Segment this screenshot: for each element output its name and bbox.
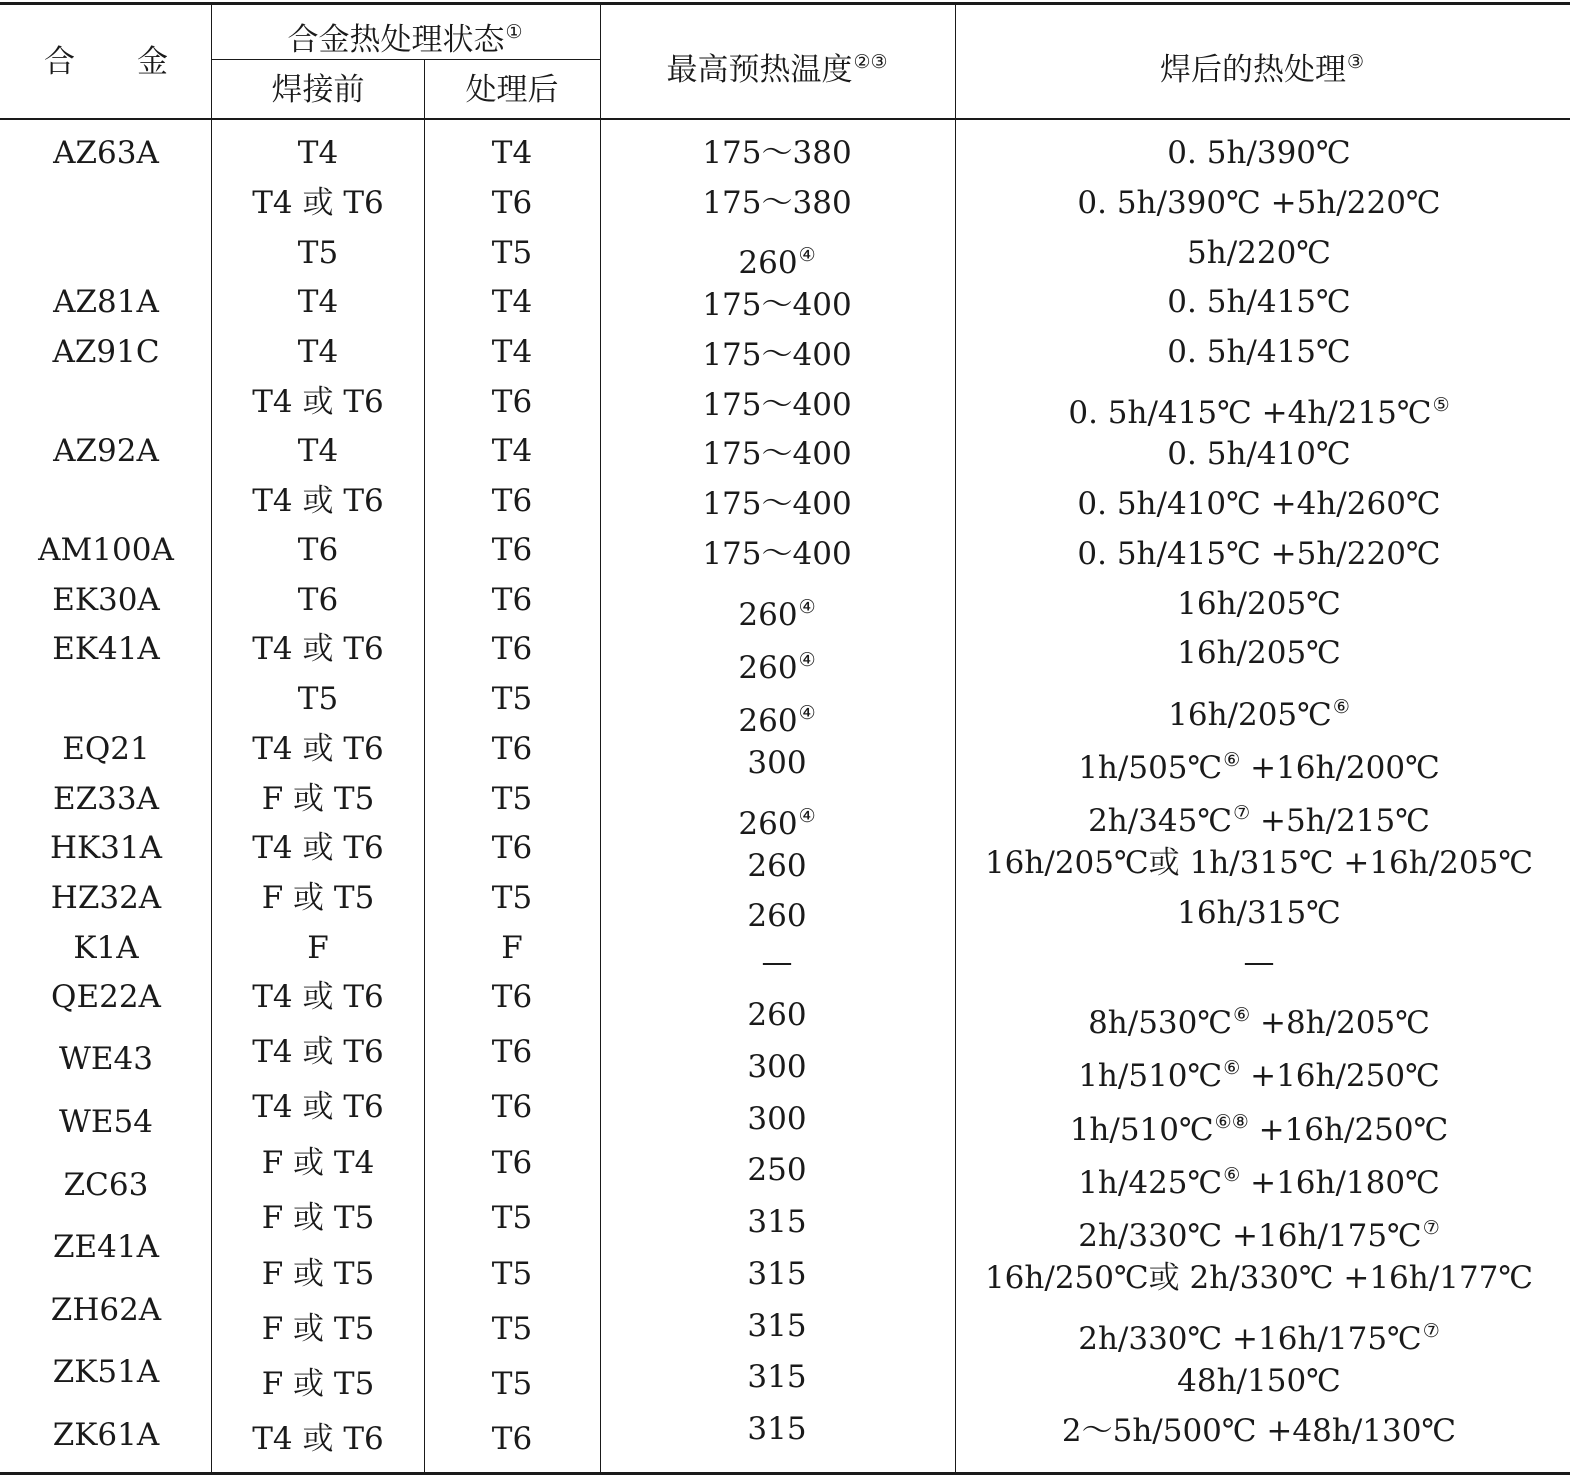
alloy-name: AZ63A [53,135,159,171]
postweld-treatment [1078,1157,1440,1201]
state-after-treatment: T5 [491,1200,533,1236]
footnote-mark: ⑥ [1223,749,1241,771]
state-before-weld: T4 或 T6 [252,979,384,1015]
postweld-treatment [1177,1363,1341,1399]
preheat-value: 260 [738,806,798,842]
postweld-treatment [1078,1210,1440,1254]
footnote-mark: ⑦ [1422,1217,1440,1239]
postweld-treatment [1078,1050,1440,1094]
preheat-value: 315 [747,1411,807,1447]
alloy-name: EZ33A [52,781,160,817]
max-preheat-temp [747,1101,806,1137]
postweld-value: 16h/205℃ [1177,635,1341,671]
state-before-weld: T4 或 T6 [252,631,384,667]
state-after-treatment: T5 [491,235,533,271]
postweld-value: 16h/205℃或 1h/315℃ +16h/205℃ [984,845,1534,881]
footnote-mark: ④ [798,596,816,618]
state-before-weld: T4 或 T6 [252,1421,384,1457]
state-after-treatment: T6 [491,185,533,221]
state-before-weld: T4 或 T6 [252,1034,384,1070]
max-preheat-temp [747,1411,806,1447]
postweld-value: 2h/330℃ +16h/175℃ [1078,1321,1422,1357]
preheat-value: 175～400 [702,387,852,423]
state-before-weld: F [307,930,329,966]
max-preheat-temp [747,1359,806,1395]
postweld-treatment [1187,235,1331,271]
state-before-weld: F 或 T5 [261,1256,375,1292]
postweld-treatment [1088,795,1430,839]
postweld-value: 48h/150℃ [1177,1363,1341,1399]
state-before-weld: T6 [297,582,339,618]
postweld-value-b: +16h/250℃ [1240,1058,1440,1094]
header-max-preheat: 最高预热温度②③ [666,51,888,88]
state-before-weld: F 或 T4 [261,1145,375,1181]
max-preheat-temp [702,185,851,221]
max-preheat-temp [738,798,815,842]
postweld-value: 16h/205℃ [1168,697,1332,733]
postweld-treatment [1167,334,1350,370]
header-alloy: 合 金 [44,44,168,80]
max-preheat-temp [702,337,851,373]
preheat-value: 300 [747,1101,807,1137]
postweld-value: 16h/315℃ [1177,895,1341,931]
max-preheat-temp [702,436,851,472]
state-after-treatment: T4 [491,284,533,320]
preheat-value: 300 [747,745,807,781]
max-preheat-temp [747,1308,806,1344]
postweld-value: 2～5h/500℃ +48h/130℃ [1061,1413,1457,1449]
max-preheat-temp [762,944,793,980]
alloy-name: AZ92A [53,433,159,469]
postweld-treatment [1077,536,1440,572]
preheat-value: 175～400 [702,486,852,522]
footnote-mark: ⑥ [1332,696,1350,718]
max-preheat-temp [702,486,851,522]
max-preheat-temp [738,695,815,739]
state-after-treatment: T5 [491,781,533,817]
preheat-value: 175～380 [702,185,852,221]
footnote-mark: ④ [798,805,816,827]
postweld-treatment [1078,742,1440,786]
header-after-treatment: 处理后 [465,72,559,108]
max-preheat-temp [747,1049,806,1085]
postweld-value: 0. 5h/415℃ [1167,284,1351,320]
max-preheat-temp [738,642,815,686]
state-before-weld: T4 或 T6 [252,731,384,767]
preheat-value: 250 [747,1152,807,1188]
max-preheat-temp [747,1204,806,1240]
postweld-treatment [1244,944,1275,980]
postweld-treatment [1177,635,1341,671]
alloy-name: WE43 [59,1041,153,1077]
preheat-value: — [761,944,793,980]
state-before-weld: F 或 T5 [261,781,375,817]
postweld-treatment [1167,284,1350,320]
state-before-weld: T5 [297,235,339,271]
postweld-value-b: +8h/205℃ [1250,1005,1430,1041]
state-after-treatment: T5 [491,1256,533,1292]
alloy-name: EK41A [52,631,160,667]
state-after-treatment: T4 [491,433,533,469]
state-before-weld: T4 或 T6 [252,483,384,519]
state-before-weld: T4 或 T6 [252,1089,384,1125]
state-after-treatment: T4 [491,334,533,370]
state-after-treatment: T5 [491,880,533,916]
footnote-mark: ④ [798,649,816,671]
state-after-treatment: T6 [491,483,533,519]
state-after-treatment: T6 [491,1034,533,1070]
state-before-weld: T4 [297,284,339,320]
postweld-value: 16h/205℃ [1177,586,1341,622]
state-before-weld: T4 或 T6 [252,830,384,866]
alloy-name: AM100A [38,532,174,568]
state-after-treatment: T6 [491,979,533,1015]
preheat-value: 260 [747,848,807,884]
postweld-value-b: +16h/200℃ [1240,750,1440,786]
footnote-mark: ④ [798,244,816,266]
postweld-value-a: 2h/345℃ [1088,803,1233,839]
footnote-mark: ③ [1346,51,1365,73]
preheat-value: 175～400 [702,287,852,323]
alloy-name: QE22A [51,979,161,1015]
state-after-treatment: T6 [491,1089,533,1125]
footnote-mark: ⑥⑧ [1214,1111,1249,1133]
top-rule [0,2,1570,5]
postweld-treatment [1177,586,1341,622]
postweld-treatment [1077,185,1440,221]
postweld-value-a: 1h/510℃ [1069,1112,1214,1148]
postweld-treatment [1078,1313,1440,1357]
alloy-name: WE54 [59,1104,153,1140]
alloy-name: EK30A [52,582,160,618]
col-divider-4 [955,2,956,1473]
state-before-weld: T4 [297,433,339,469]
alloy-name: ZH62A [50,1292,162,1328]
footnote-mark: ②③ [853,51,888,73]
header-postweld-treatment: 焊后的热处理③ [1159,51,1365,88]
state-after-treatment: T6 [491,830,533,866]
postweld-value: 0. 5h/410℃ [1167,436,1351,472]
postweld-value: 0. 5h/410℃ +4h/260℃ [1077,486,1441,522]
postweld-value-a: 1h/425℃ [1078,1165,1223,1201]
preheat-value: 175～400 [702,536,852,572]
footnote-mark: ⑦ [1233,802,1251,824]
postweld-value-b: +5h/215℃ [1250,803,1430,839]
state-after-treatment: T5 [491,1311,533,1347]
postweld-value: 5h/220℃ [1187,235,1331,271]
alloy-name: AZ91C [52,334,160,370]
footnote-mark: ④ [798,702,816,724]
header-state-group: 合金热处理状态① [287,21,523,58]
footnote-mark: ⑥ [1223,1057,1241,1079]
state-before-weld: T6 [297,532,339,568]
postweld-value: — [1243,944,1275,980]
state-before-weld: T5 [297,681,339,717]
preheat-value: 260 [738,245,798,281]
state-before-weld: T4 [297,334,339,370]
max-preheat-temp [702,287,851,323]
postweld-treatment [1070,1104,1449,1148]
col-divider-1 [211,2,212,1473]
postweld-value: 0. 5h/390℃ +5h/220℃ [1077,185,1441,221]
postweld-value: 2h/330℃ +16h/175℃ [1078,1218,1422,1254]
state-before-weld: F 或 T5 [261,1366,375,1402]
alloy-name: EQ21 [62,731,150,767]
postweld-value-a: 1h/510℃ [1078,1058,1223,1094]
footnote-mark: ⑦ [1422,1320,1440,1342]
max-preheat-temp [747,1256,806,1292]
header-before-weld: 焊接前 [271,72,365,108]
preheat-value: 260 [738,597,798,633]
preheat-value: 315 [747,1256,807,1292]
max-preheat-temp [747,745,806,781]
alloy-name: ZK61A [52,1417,160,1453]
preheat-value: 175～400 [702,337,852,373]
state-after-treatment: T6 [491,532,533,568]
preheat-value: 260 [747,997,807,1033]
state-after-treatment: T6 [491,1421,533,1457]
postweld-treatment [985,845,1533,881]
max-preheat-temp [738,237,815,281]
state-before-weld: T4 或 T6 [252,185,384,221]
preheat-value: 260 [738,650,798,686]
state-after-treatment: T6 [491,631,533,667]
max-preheat-temp [738,589,815,633]
max-preheat-temp [702,536,851,572]
postweld-treatment [985,1260,1533,1296]
alloy-name: AZ81A [53,284,159,320]
max-preheat-temp [702,135,851,171]
footnote-mark: ① [505,21,523,43]
postweld-value: 0. 5h/390℃ [1167,135,1351,171]
group-underline [212,59,600,60]
state-after-treatment: T5 [491,1366,533,1402]
alloy-name: ZK51A [52,1354,160,1390]
preheat-value: 175～400 [702,436,852,472]
state-after-treatment: T6 [491,1145,533,1181]
alloy-name: ZC63 [63,1167,149,1203]
postweld-treatment [1167,135,1350,171]
state-before-weld: F 或 T5 [261,1200,375,1236]
state-after-treatment: T6 [491,582,533,618]
postweld-treatment [1167,436,1350,472]
postweld-treatment [1068,387,1449,431]
state-after-treatment: T4 [491,135,533,171]
postweld-value: 16h/250℃或 2h/330℃ +16h/177℃ [984,1260,1534,1296]
preheat-value: 175～380 [702,135,852,171]
bottom-rule [0,1472,1570,1475]
preheat-value: 260 [747,898,807,934]
postweld-treatment [1062,1413,1456,1449]
state-after-treatment: T6 [491,384,533,420]
preheat-value: 315 [747,1308,807,1344]
footnote-mark: ⑤ [1432,394,1450,416]
postweld-treatment [1077,486,1440,522]
state-after-treatment: F [501,930,523,966]
postweld-value-b: +16h/250℃ [1248,1112,1449,1148]
alloy-name: ZE41A [52,1229,160,1265]
state-before-weld: F 或 T5 [261,1311,375,1347]
max-preheat-temp [747,997,806,1033]
state-before-weld: T4 或 T6 [252,384,384,420]
max-preheat-temp [702,387,851,423]
footnote-mark: ⑥ [1223,1164,1241,1186]
postweld-value-a: 8h/530℃ [1088,1005,1233,1041]
alloy-name: HZ32A [50,880,162,916]
postweld-value: 0. 5h/415℃ [1167,334,1351,370]
state-after-treatment: T6 [491,731,533,767]
postweld-treatment [1088,997,1430,1041]
alloy-name: HK31A [49,830,163,866]
postweld-value-a: 1h/505℃ [1078,750,1223,786]
preheat-value: 315 [747,1204,807,1240]
postweld-value: 0. 5h/415℃ +4h/215℃ [1068,395,1432,431]
header-bottom-rule [0,118,1570,120]
col-divider-3 [600,2,601,1473]
max-preheat-temp [747,1152,806,1188]
state-before-weld: F 或 T5 [261,880,375,916]
preheat-value: 300 [747,1049,807,1085]
state-after-treatment: T5 [491,681,533,717]
max-preheat-temp [747,898,806,934]
preheat-value: 260 [738,703,798,739]
state-before-weld: T4 [297,135,339,171]
preheat-value: 315 [747,1359,807,1395]
postweld-treatment [1177,895,1341,931]
footnote-mark: ⑥ [1233,1004,1251,1026]
postweld-treatment [1168,689,1350,733]
col-divider-2 [424,60,425,1473]
alloy-name: K1A [73,930,139,966]
postweld-value: 0. 5h/415℃ +5h/220℃ [1077,536,1441,572]
max-preheat-temp [747,848,806,884]
postweld-value-b: +16h/180℃ [1240,1165,1440,1201]
